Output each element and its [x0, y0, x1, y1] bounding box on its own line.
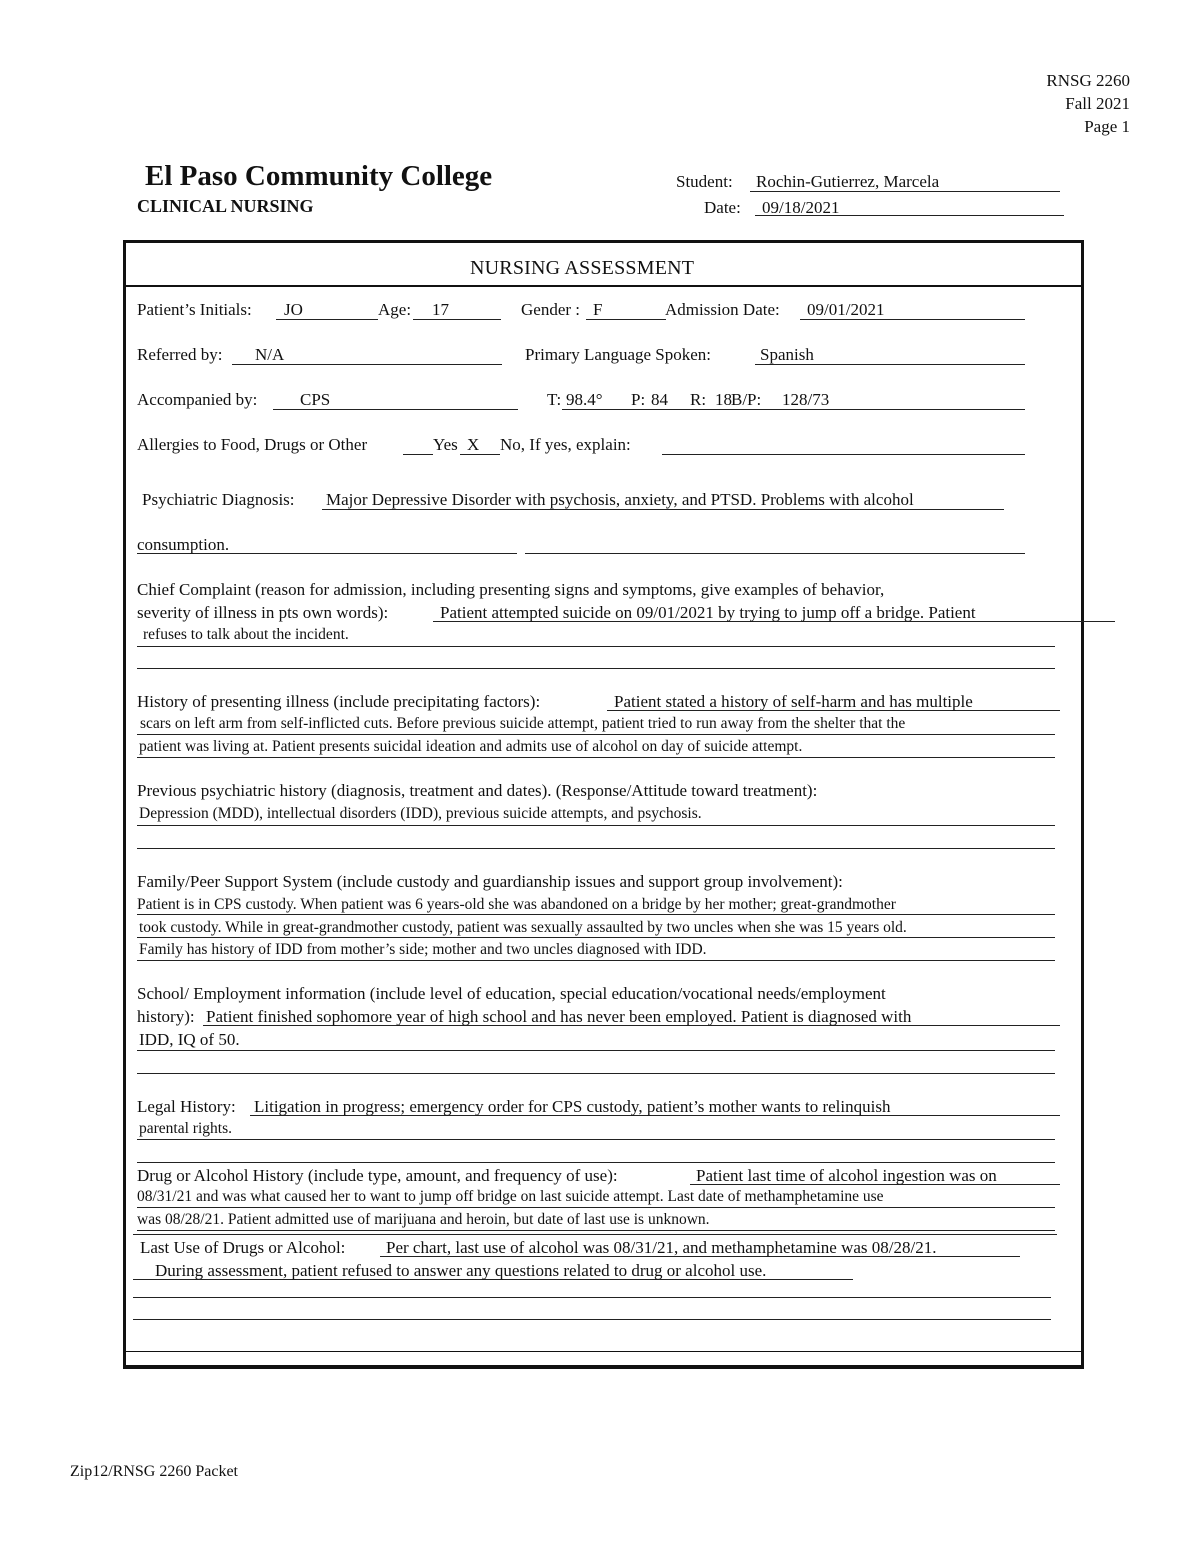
age-value: 17: [432, 300, 449, 319]
last-use-value2: During assessment, patient refused to answer any questions related to drug or alcohol use.: [155, 1261, 767, 1280]
temp-label: T:: [547, 390, 562, 409]
college-name: El Paso Community College: [145, 160, 493, 192]
chief-complaint-value1: Patient attempted suicide on 09/01/2021 by trying to jump off a bridge. Patient: [440, 603, 976, 622]
chief-complaint-value2: refuses to talk about the incident.: [143, 626, 349, 643]
school-label1: School/ Employment information (include level of education, special education/vocational needs/employment: [137, 984, 886, 1003]
term: Fall 2021: [1065, 94, 1130, 113]
page-number: Page 1: [1084, 117, 1130, 136]
temp-value: 98.4°: [566, 390, 603, 409]
gender-value: F: [593, 300, 603, 319]
legal-label: Legal History:: [137, 1097, 236, 1116]
date-label: Date:: [704, 198, 741, 217]
prev-history-value: Depression (MDD), intellectual disorders (IDD), previous suicide attempts, and psychosis.: [139, 805, 702, 822]
language-label: Primary Language Spoken:: [525, 345, 712, 364]
hpi-label: History of presenting illness (include precipitating factors):: [137, 692, 541, 711]
hpi-value3: patient was living at. Patient presents suicidal ideation and admits use of alcohol on day of suicide attempt.: [139, 738, 803, 755]
initials-value: JO: [284, 300, 303, 319]
referred-by-label: Referred by:: [137, 345, 223, 364]
pulse-label: P:: [631, 390, 646, 409]
accompanied-label: Accompanied by:: [137, 390, 258, 409]
drug-history-value2: 08/31/21 and was what caused her to want to jump off bridge on last suicide attempt. Last date of methamphetamine use: [137, 1188, 884, 1205]
course-code: RNSG 2260: [1046, 71, 1130, 90]
prev-history-label: Previous psychiatric history (diagnosis, treatment and dates). (Response/Attitude toward treatment):: [137, 781, 818, 800]
drug-history-value3: was 08/28/21. Patient admitted use of marijuana and heroin, but date of last use is unknown.: [137, 1211, 710, 1228]
resp-value: 18: [715, 390, 732, 409]
last-use-label: Last Use of Drugs or Alcohol:: [140, 1238, 346, 1257]
psych-diagnosis-line2: consumption.: [137, 535, 230, 554]
allergies-label: Allergies to Food, Drugs or Other: [137, 435, 368, 454]
age-label: Age:: [378, 300, 412, 319]
family-value3: Family has history of IDD from mother’s side; mother and two uncles diagnosed with IDD.: [139, 941, 707, 958]
bp-label: B/P:: [731, 390, 762, 409]
resp-label: R:: [690, 390, 707, 409]
chief-complaint-label2: severity of illness in pts own words):: [137, 603, 389, 622]
pulse-value: 84: [651, 390, 668, 409]
legal-value2: parental rights.: [139, 1120, 232, 1137]
chief-complaint-label1: Chief Complaint (reason for admission, including presenting signs and symptoms, give examples of behavior,: [137, 580, 885, 599]
legal-value1: Litigation in progress; emergency order for CPS custody, patient’s mother wants to relinquish: [254, 1097, 891, 1116]
school-value1: Patient finished sophomore year of high school and has never been employed. Patient is diagnosed with: [206, 1007, 912, 1026]
drug-history-value1: Patient last time of alcohol ingestion was on: [696, 1166, 997, 1185]
psych-diagnosis-line1: Major Depressive Disorder with psychosis, anxiety, and PTSD. Problems with alcohol: [326, 490, 914, 509]
admission-date-label: Admission Date:: [665, 300, 780, 319]
psych-diagnosis-label: Psychiatric Diagnosis:: [142, 490, 295, 509]
family-value2: took custody. While in great-grandmother custody, patient was sexually assaulted by two uncles when she was 15 years old.: [139, 919, 907, 936]
student-label: Student:: [676, 172, 733, 191]
family-label: Family/Peer Support System (include custody and guardianship issues and support group involvement):: [137, 872, 843, 891]
family-value1: Patient is in CPS custody. When patient was 6 years-old she was abandoned on a bridge by her mother; great-grandmother: [137, 896, 896, 913]
date-value: 09/18/2021: [762, 198, 840, 217]
bp-value: 128/73: [782, 390, 830, 409]
last-use-value1: Per chart, last use of alcohol was 08/31/21, and methamphetamine was 08/28/21.: [386, 1238, 937, 1257]
hpi-value1: Patient stated a history of self-harm and has multiple: [614, 692, 973, 711]
admission-date-value: 09/01/2021: [807, 300, 885, 319]
hpi-value2: scars on left arm from self-inflicted cuts. Before previous suicide attempt, patient tried to run away from the shelter that the: [140, 715, 906, 732]
language-value: Spanish: [760, 345, 814, 364]
student-name: Rochin-Gutierrez, Marcela: [756, 172, 940, 191]
initials-label: Patient’s Initials:: [137, 300, 252, 319]
school-value2: IDD, IQ of 50.: [139, 1030, 240, 1049]
allergies-no-mark: X: [467, 435, 480, 454]
gender-label: Gender :: [521, 300, 581, 319]
form-title: NURSING ASSESSMENT: [470, 257, 695, 279]
clinical-nursing-subtitle: CLINICAL NURSING: [137, 196, 314, 216]
allergies-yes-label: Yes: [433, 435, 458, 454]
school-label2: history):: [137, 1007, 195, 1026]
footer-text: Zip12/RNSG 2260 Packet: [70, 1463, 238, 1480]
drug-history-label: Drug or Alcohol History (include type, amount, and frequency of use):: [137, 1166, 618, 1185]
referred-by-value: N/A: [255, 345, 285, 364]
allergies-no-label: No, If yes, explain:: [500, 435, 631, 454]
accompanied-value: CPS: [300, 390, 331, 409]
